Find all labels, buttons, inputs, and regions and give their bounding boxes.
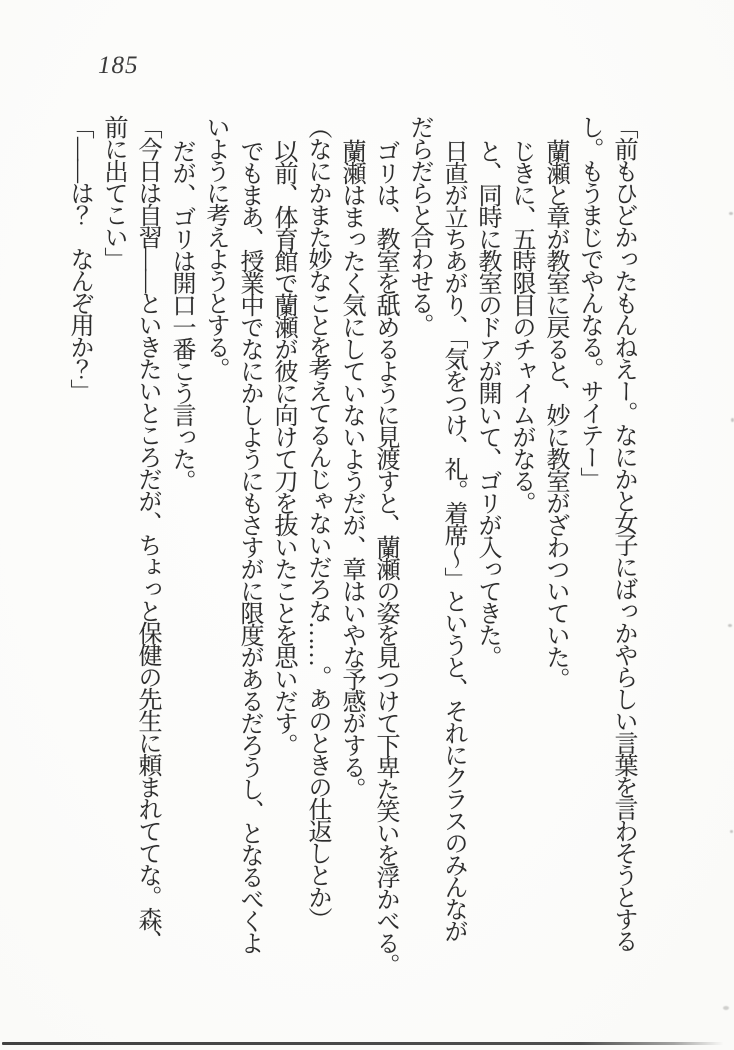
text-line: 「前もひどかったもんねえー。なにかと女子にばっかやらしい言葉を言わそうとする xyxy=(610,115,636,951)
text-line: と、同時に教室のドアが開いて、ゴリが入ってきた。 xyxy=(474,139,500,667)
body-text xyxy=(62,115,640,995)
text-line: 日直が立ちあがり、「気をつけ、礼。着席〜」というと、それにクラスのみんなが xyxy=(440,139,466,941)
scan-speck xyxy=(730,830,733,833)
text-line: 蘭瀬と章が教室に戻ると、妙に教室がざわついていた。 xyxy=(542,139,568,689)
text-line: 「――は？ なんぞ用か？」 xyxy=(66,115,92,401)
text-line: 蘭瀬はまったく気にしていないようだが、章はいやな予感がする。 xyxy=(338,139,364,799)
text-line: だらだらと合わせる。 xyxy=(406,115,432,335)
text-line: 「今日は自習――といきたいところだが、ちょっと保健の先生に頼まれててな。森、 xyxy=(134,115,160,951)
page-bottom-edge-line xyxy=(2,1042,724,1045)
text-line: ゴリは、教室を舐めるように見渡すと、蘭瀬の姿を見つけて下卑た笑いを浮かべる。 xyxy=(372,139,398,975)
text-line: 以前、体育館で蘭瀬が彼に向けて刀を抜いたことを思いだす。 xyxy=(270,139,296,755)
scan-speck xyxy=(728,624,732,627)
text-line: し。もうまじでやんなる。サイテー」 xyxy=(576,115,602,489)
scan-speck xyxy=(723,1006,729,1010)
page-number: 185 xyxy=(98,52,139,79)
text-line: いように考えようとする。 xyxy=(202,115,228,379)
text-line: でもまあ、授業中でなにかしようにもさすがに限度があるだろうし、となるべくよ xyxy=(236,139,262,953)
text-line: （なにかまた妙なことを考えてるんじゃないだろな……。あのときの仕返しとか） xyxy=(304,115,330,929)
text-line: じきに、五時限目のチャイムがなる。 xyxy=(508,139,534,513)
text-line: 前に出てこい」 xyxy=(100,115,126,269)
scan-speck xyxy=(729,212,733,215)
text-line: だが、ゴリは開口一番こう言った。 xyxy=(168,139,194,491)
